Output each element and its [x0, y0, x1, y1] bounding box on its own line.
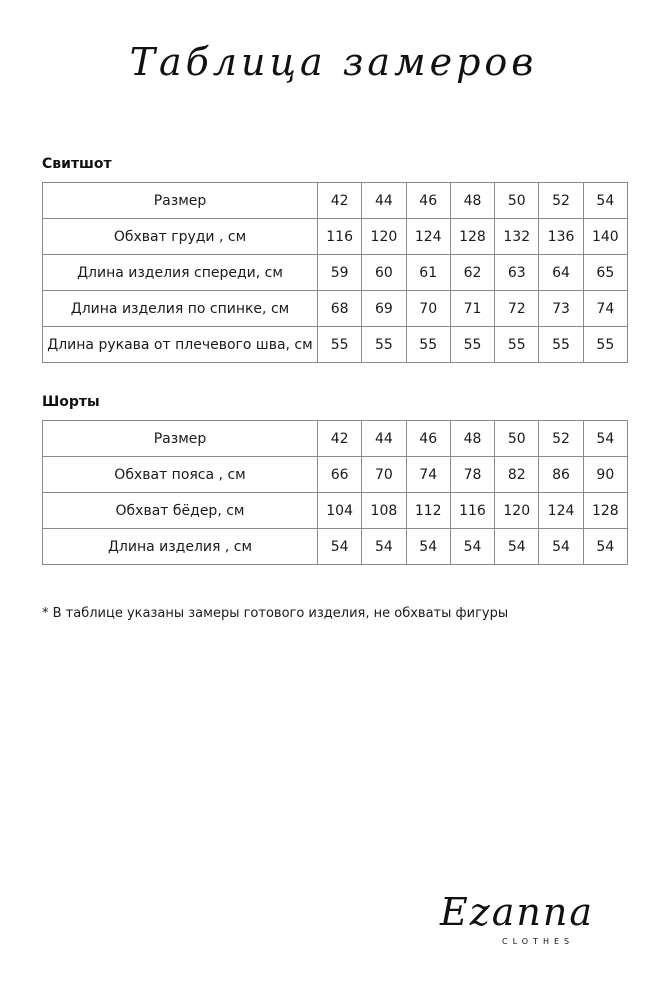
table-cell: 128 [583, 493, 627, 529]
table-cell: 73 [539, 291, 583, 327]
logo-subtitle: CLOTHES [502, 937, 575, 946]
table-cell: 60 [362, 255, 406, 291]
table-cell: 48 [450, 183, 494, 219]
row-label: Длина изделия по спинке, см [43, 291, 318, 327]
footnote: * В таблице указаны замеры готового изделия, не обхваты фигуры [42, 606, 509, 621]
table-cell: 54 [583, 183, 627, 219]
table-cell: 71 [450, 291, 494, 327]
table-cell: 68 [318, 291, 362, 327]
table-cell: 46 [406, 421, 450, 457]
table-cell: 124 [539, 493, 583, 529]
brand-logo [440, 890, 630, 950]
table-row [43, 183, 628, 219]
row-label: Обхват груди , см [43, 219, 318, 255]
table-cell: 59 [318, 255, 362, 291]
row-label: Размер [43, 183, 318, 219]
table-cell: 63 [495, 255, 539, 291]
table-row [43, 457, 628, 493]
table-cell: 61 [406, 255, 450, 291]
table-cell: 140 [583, 219, 627, 255]
table-row [43, 493, 628, 529]
table-cell: 62 [450, 255, 494, 291]
table-cell: 54 [362, 529, 406, 565]
table-cell: 136 [539, 219, 583, 255]
table-cell: 54 [450, 529, 494, 565]
table-cell: 55 [406, 327, 450, 363]
table-cell: 55 [583, 327, 627, 363]
table-row [43, 529, 628, 565]
table-cell: 50 [495, 421, 539, 457]
table-cell: 42 [318, 183, 362, 219]
table-cell: 128 [450, 219, 494, 255]
table-cell: 44 [362, 421, 406, 457]
row-label: Длина изделия спереди, см [43, 255, 318, 291]
table-cell: 64 [539, 255, 583, 291]
page-title: Таблица замеров [129, 40, 538, 84]
table-cell: 132 [495, 219, 539, 255]
row-label: Обхват бёдер, см [43, 493, 318, 529]
table-row [43, 219, 628, 255]
table-row [43, 255, 628, 291]
shorts-size-table [42, 420, 628, 565]
table-cell: 54 [495, 529, 539, 565]
table-cell: 120 [495, 493, 539, 529]
table-row [43, 421, 628, 457]
row-label: Обхват пояса , см [43, 457, 318, 493]
table-cell: 116 [318, 219, 362, 255]
table-cell: 42 [318, 421, 362, 457]
row-label: Длина рукава от плечевого шва, см [43, 327, 318, 363]
table-cell: 55 [495, 327, 539, 363]
table-cell: 54 [539, 529, 583, 565]
table-cell: 66 [318, 457, 362, 493]
shorts-section-title: Шорты [42, 394, 100, 410]
table-cell: 54 [318, 529, 362, 565]
table-cell: 65 [583, 255, 627, 291]
table-cell: 55 [539, 327, 583, 363]
table-cell: 46 [406, 183, 450, 219]
row-label: Размер [43, 421, 318, 457]
table-cell: 116 [450, 493, 494, 529]
table-cell: 50 [495, 183, 539, 219]
table-cell: 120 [362, 219, 406, 255]
table-cell: 55 [362, 327, 406, 363]
table-cell: 104 [318, 493, 362, 529]
table-cell: 124 [406, 219, 450, 255]
table-cell: 74 [406, 457, 450, 493]
table-cell: 74 [583, 291, 627, 327]
table-cell: 70 [362, 457, 406, 493]
table-cell: 112 [406, 493, 450, 529]
table-cell: 82 [495, 457, 539, 493]
sweatshirt-section-title: Свитшот [42, 156, 112, 172]
table-row [43, 327, 628, 363]
sweatshirt-size-table [42, 182, 628, 363]
table-cell: 54 [406, 529, 450, 565]
table-cell: 69 [362, 291, 406, 327]
table-row [43, 291, 628, 327]
table-cell: 44 [362, 183, 406, 219]
table-cell: 78 [450, 457, 494, 493]
table-cell: 52 [539, 183, 583, 219]
table-cell: 108 [362, 493, 406, 529]
logo-script: Ezanna [440, 890, 595, 934]
table-cell: 72 [495, 291, 539, 327]
row-label: Длина изделия , см [43, 529, 318, 565]
table-cell: 90 [583, 457, 627, 493]
table-cell: 70 [406, 291, 450, 327]
table-cell: 54 [583, 421, 627, 457]
table-cell: 55 [450, 327, 494, 363]
table-cell: 55 [318, 327, 362, 363]
table-cell: 48 [450, 421, 494, 457]
table-cell: 54 [583, 529, 627, 565]
table-cell: 52 [539, 421, 583, 457]
table-cell: 86 [539, 457, 583, 493]
